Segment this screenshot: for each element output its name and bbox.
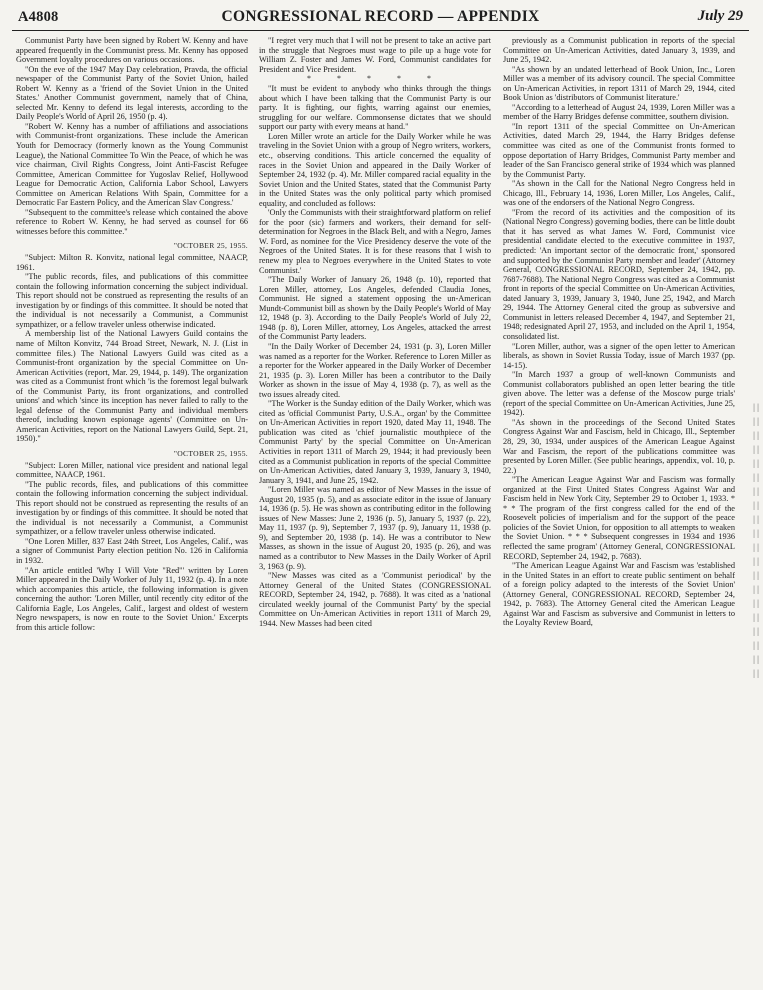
paragraph: "An article entitled 'Why I Will Vote "Red"' written by Loren Miller appeared in the Daily Worker of July 11, 1932 (p. 4). In a note which accompanies this article, the following information is given concerning the author: 'Loren Miller, until recently city editor of the California Eagle, Los Angeles, Calif., largest and oldest of western Negro newspapers, is now en route to the Soviet Union.' Excerpts from this article follow: — [16, 565, 248, 632]
dateline: "OCTOBER 25, 1955. — [173, 448, 248, 458]
paragraph: A membership list of the National Lawyers Guild contains the name of Milton Konvitz, 744 Broad Street, Newark, N. J. (List in committee files.) The National Lawyers Guild was cited as a Communist-front organization by the special Committee on Un-American Activities (report, Mar. 29, 1944, p. 149). The organization was cited as a Communist front which 'is the foremost legal bulwark of the Communist Party, its front organizations, and controlled unions' and which 'since its inception has never failed to rally to the legal defense of the Communist Party and individual members thereof, including known espionage agents' (Committee on Un-American Activities, report on the National Lawyers Guild, Sept. 21, 1950)." — [16, 329, 248, 444]
issue-date: July 29 — [697, 8, 743, 24]
paragraph: "On the eve of the 1947 May Day celebration, Pravda, the official newspaper of the Communist Party of the Soviet Union, hailed Robert W. Kenny as a 'friend of the Soviet Union in the United States.' Another Communist government, namely that of China, selected Mr. Kenny to defend its legal interests, according to the Daily People's World of April 26, 1950 (p. 4). — [16, 64, 248, 122]
paragraph: "Subsequent to the committee's release which contained the above reference to Robert W. Kenny, he had served as counsel for 66 witnesses before this committee." — [16, 207, 248, 236]
paragraph: "As shown by an undated letterhead of Book Union, Inc., Loren Miller was a member of its advisory council. The special Committee on Un-American Activities, in report 1311 of March 29, 1944, cited Book Union as 'distributors of Communist literature.' — [503, 64, 735, 103]
paragraph: previously as a Communist publication in reports of the special Committee on Un-American Activities, dated January 3, 1939, and June 25, 1942. — [503, 36, 735, 65]
paragraph: "I regret very much that I will not be present to take an active part in the struggle that Negroes must wage to pile up a huge vote for William Z. Foster and James W. Ford, Communist candidates for President and Vice President. — [259, 36, 491, 74]
margin-scan-marks: | | | | | | | | | | | | | | | | | | | | | | | | | | | | | | | | | | | | | | | | — [753, 402, 759, 678]
paragraph: 'Only the Communists with their straightforward platform on relief for the poor (sic) farmers and workers, their demand for self-determination for Negroes in the Black Belt, and with a Negro, James W. Ford, as nominee for the Vice Presidency deserve the vote of the Negroes of the United States. It is for these reasons that I wish to renew my plea to Negroes everywhere in the United States to vote Communist.' — [259, 208, 491, 275]
paragraph: "Loren Miller was named as editor of New Masses in the issue of August 20, 1935 (p. 5), and as associate editor in the issue of January 14, 1936 (p. 5). He was shown as contributing editor in the following issues of New Masses: June 2, 1936 (p. 5), January 5, 1937 (p. 22), May 11, 1937 (p. 9), September 7, 1937 (p. 9), January 11, 1938 (p. 9), and September 20, 1938 (p. 14). He was a contributor to New Masses, as shown in the issue of August 20, 1935 (p. 26), and was named as a contributor to New Masses in the Daily Worker of April 3, 1963 (p. 9). — [259, 485, 491, 571]
paragraph: "The American League Against War and Fascism was 'established in the United States in an effort to create public sentiment on behalf of a foreign policy adapted to the interests of the Soviet Union' (Attorney General, CONGRESSIONAL RECORD, September 24, 1942, p. 7683). The Attorney General cited the American League Against War and Fascism as subversive and Communist in letters to the Loyalty Review Board, — [503, 561, 735, 628]
running-title: CONGRESSIONAL RECORD — APPENDIX — [221, 8, 540, 25]
paragraph: "Robert W. Kenny has a number of affiliations and associations with Communist-front organizations. These include the American Youth for Democracy (formerly known as the Young Communist League), the National Committee To Win the Peace, of which he was vice chairman, Civil Rights Congress, Joint Anti-Fascist Refugee Committee, American Committee for Yugoslav Relief, Hollywood League for Democratic Action, California Labor School, Lawyers Committee on American Relations With Spain, Committee for a Democratic Far Eastern Policy, and the American Slav Congress.' — [16, 121, 248, 208]
subject-line: "Subject: Milton R. Konvitz, national legal committee, NAACP, 1961. — [16, 253, 248, 272]
ellipsis-stars: * * * * * — [307, 74, 443, 84]
paragraph: "New Masses was cited as a 'Communist periodical' by the Attorney General of the United States (CONGRESSIONAL RECORD, September 24, 1942, p. 7688). It was cited as a 'national circulated weekly journal of the Communist Party' by the special Committee on Un-American Activities in report 1311 of March 29, 1944. New Masses had been cited — [259, 571, 491, 628]
subject-line: "Subject: Loren Miller, national vice president and national legal committee, NAACP, 1961. — [16, 460, 248, 480]
paragraph: "As shown in the Call for the National Negro Congress held in Chicago, Ill., February 14, 1936, Loren Miller, Los Angeles, Calif., was one of the endorsers of the National Negro Congress. — [503, 179, 735, 208]
paragraph: "According to a letterhead of August 24, 1939, Loren Miller was a member of the Harry Bridges defense committee, southern division. — [503, 102, 735, 122]
paragraph: "One Loren Miller, 837 East 24th Street, Los Angeles, Calif., was a signer of Communist Party election petition No. 126 in California in 1932. — [16, 536, 248, 565]
paragraph: Loren Miller wrote an article for the Daily Worker while he was traveling in the Soviet Union with a group of Negro writers, workers, etc., observing conditions. This article concerned the equality of races in the Soviet Union and appeared in the Daily Worker of September 24, 1932 (p. 4). Mr. Miller compared racial equality in the Soviet Union and the United States, stated that the Communist Party in the United States was the only political party which promised equality, and concluded as follows: — [259, 131, 491, 208]
page-number: A4808 — [18, 9, 59, 25]
column-1 — [16, 36, 248, 984]
dateline: "OCTOBER 25, 1955. — [173, 241, 248, 251]
paragraph: "The Worker is the Sunday edition of the Daily Worker, which was cited as 'official Communist Party, U.S.A., organ' by the Committee on Un-American Activities in report 1920, dated May 11, 1948. The publication was cited as 'chief journalistic mouthpiece of the Communist Party' by the special Committee on Un-American Activities in report 1311 of March 29, 1944; it had previously been cited as a Communist publication in reports of the special Committee on Un-American Activities, dated January 3, 1939, January 3, 1940, January 3, 1941, and June 25, 1942. — [259, 399, 491, 485]
paragraph: Communist Party have been signed by Robert W. Kenny and have appeared frequently in the Communist press. Mr. Kenny has opposed Government loyalty procedures on various occasions. — [16, 36, 248, 65]
paragraph: "The American League Against War and Fascism was formally organized at the First United States Congress Against War and Fascism held in New York City, September 29 to October 1, 1933. * * * The program of the first congress called for the end of the Roosevelt policies of imperialism and for the support of the peace policies of the Soviet Union, for opposition to all attempts to weaken the Soviet Union. * * * Subsequent congresses in 1934 and 1936 reflected the same program' (Attorney General, CONGRESSIONAL RECORD, September 24, 1942, p. 7683). — [503, 475, 735, 561]
paragraph: "In the Daily Worker of December 24, 1931 (p. 3), Loren Miller was named as a reporter for the Worker. Reference to Loren Miller as a reporter for the Worker appeared in the Daily Worker of December 21, 1935 (p. 3). Loren Miller has been a contributor to the Daily Worker as shown in the issue of May 4, 1938 (p. 7), as well as the two issues already cited. — [259, 341, 491, 399]
paragraph: "In March 1937 a group of well-known Communists and Communist collaborators published an open letter bearing the title given above. The letter was a defense of the Moscow purge trials' (report of the special Committee on Un-American Activities, June 25, 1942). — [503, 370, 735, 418]
paragraph: "As shown in the proceedings of the Second United States Congress Against War and Fascism, held in Chicago, Ill., September 28, 29, 30, 1934, under auspices of the American League Against War and Fascism, the report of the publications committee was presented by Loren Miller. (See public hearings, appendix, vol. 10, p. 22.) — [503, 417, 735, 475]
column-3 — [503, 36, 735, 984]
paragraph: "It must be evident to anybody who thinks through the things about which I have been talking that the Communist Party is our party. It is fighting, our fights, warring against our enemies, struggling for our welfare. Commonsense dictates that we should support our party with every means at hand." — [259, 84, 491, 132]
paragraph: "The public records, files, and publications of this committee contain the following information concerning the subject individual. This report should not be construed as representing the results of an investigation by or findings of this committee. It should be noted that the individual is not necessarily a Communist, a Communist sympathizer, or a fellow traveler unless otherwise indicated. — [16, 272, 248, 329]
page-header — [12, 8, 749, 31]
column-2 — [259, 36, 491, 984]
paragraph: "Loren Miller, author, was a signer of the open letter to American liberals, as shown in Soviet Russia Today, issue of March 1937 (pp. 14-15). — [503, 341, 735, 370]
paragraph: "From the record of its activities and the composition of its (National Negro Congress) governing bodies, there can be little doubt that it has served as what James W. Ford, Communist vice presidential candidate elected to the executive committee in 1937, predicted: 'An important sector of the democratic front,' sponsored and supported by the Communist Party member and leader' (Attorney General, CONGRESSIONAL RECORD, September 24, 1942, pp. 7687-7688). The National Negro Congress was cited as a Communist front in reports of the special Committee on Un-American Activities, dated January 3, 1939, January 3, 1940, June 25, 1942, and March 29, 1944. The Attorney General cited the group as subversive and Communist in letters released December 4, 1947, and September 21, 1948; redesignated April 27, 1953, and included on the April 1, 1954, consolidated list. — [503, 207, 735, 341]
paragraph: "In report 1311 of the special Committee on Un-American Activities, dated March 29, 1944, the Harry Bridges defense committee was cited as one of the Communist fronts formed to oppose deportation of Harry Bridges, Communist Party member and leader of the San Francisco general strike of 1934 which was planned by the Communist Party. — [503, 121, 735, 179]
paragraph: "The Daily Worker of January 26, 1948 (p. 10), reported that Loren Miller, attorney, Los Angeles, defended Claudia Jones, Communist. He signed a statement opposing the un-American Mundt-Communist bill as shown by the Daily People's World of May 12, 1948 (p. 3). According to the Daily People's World of July 22, 1948 (p. 8), Loren Miller, attorney, Los Angeles, attacked the arrest of the Communist Party leaders. — [259, 275, 491, 342]
paragraph: "The public records, files, and publications of this committee contain the following information concerning the subject individual. This report should not be construed as representing the results of an investigation by or findings of this committee. It should be noted that the individual is not necessarily a Communist, a Communist sympathizer, or a fellow traveler unless otherwise indicated. — [16, 479, 248, 537]
